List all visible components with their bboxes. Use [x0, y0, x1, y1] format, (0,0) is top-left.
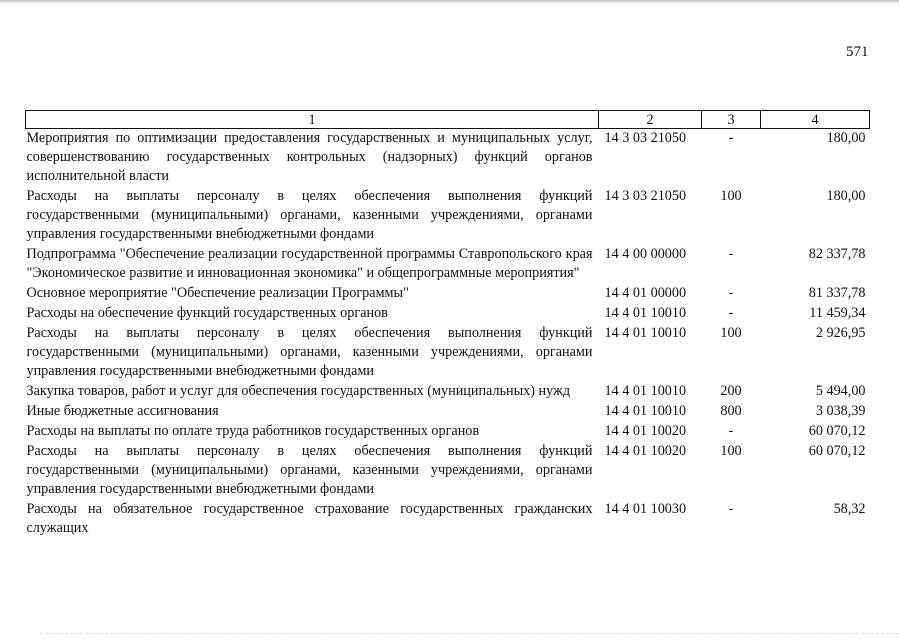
- row-type: 200: [720, 383, 742, 399]
- row-name: Расходы на обязательное государственное страхование государственных гражданских служащих: [26, 501, 593, 536]
- table-row: [26, 382, 870, 402]
- row-type: 100: [720, 443, 742, 459]
- row-name: Основное мероприятие "Обеспечение реализации Программы": [26, 285, 409, 301]
- row-amount: 5 494,00: [815, 383, 866, 399]
- row-amount: 180,00: [826, 130, 866, 146]
- row-name: Расходы на выплаты персоналу в целях обеспечения выполнения функций государственными (муниципальными) органами, казенными учреждениями, органами управления государственными внебюджетными фондами: [26, 443, 593, 497]
- column-header-3: 3: [702, 111, 761, 129]
- table-row: [26, 245, 870, 284]
- table-row: [26, 324, 870, 382]
- table-row: [26, 402, 870, 422]
- page-number: 571: [846, 44, 869, 60]
- row-name: Расходы на выплаты персоналу в целях обеспечения выполнения функций государственными (муниципальными) органами, казенными учреждениями, органами управления государственными внебюджетными фондами: [26, 325, 593, 379]
- table-row: [26, 284, 870, 304]
- table-row: [26, 422, 870, 442]
- row-code: 14 4 01 10020: [604, 423, 687, 439]
- row-code: 14 4 01 10010: [604, 403, 687, 419]
- row-amount: 60 070,12: [808, 423, 866, 439]
- row-type: 100: [720, 325, 742, 341]
- row-amount: 3 038,39: [815, 403, 866, 419]
- row-type: 800: [720, 403, 742, 419]
- row-amount: 58,32: [833, 501, 866, 517]
- row-code: 14 4 01 10010: [604, 305, 687, 321]
- table-row: [26, 187, 870, 245]
- column-header-4: 4: [761, 111, 870, 129]
- row-amount: 81 337,78: [808, 285, 866, 301]
- row-name: Иные бюджетные ассигнования: [26, 403, 219, 419]
- row-amount: 11 459,34: [809, 305, 866, 321]
- row-name: Подпрограмма "Обеспечение реализации государственной программы Ставропольского края "Экономическое развитие и инновационная экономика" и общепрограммные мероприятия": [26, 246, 593, 281]
- table-row: [26, 500, 870, 539]
- scan-bottom-edge: [40, 633, 899, 637]
- table-header-row: [26, 111, 870, 129]
- row-name: Расходы на выплаты персоналу в целях обеспечения выполнения функций государственными (муниципальными) органами, казенными учреждениями, органами управления государственными внебюджетными фондами: [26, 188, 593, 242]
- row-code: 14 3 03 21050: [604, 188, 687, 204]
- row-type: -: [728, 305, 734, 321]
- row-amount: 60 070,12: [808, 443, 866, 459]
- table-row: [26, 442, 870, 500]
- row-type: -: [728, 501, 734, 517]
- row-name: Расходы на выплаты по оплате труда работников государственных органов: [26, 423, 480, 439]
- row-code: 14 4 01 00000: [604, 285, 687, 301]
- table-row: [26, 304, 870, 324]
- row-code: 14 4 01 10030: [604, 501, 687, 517]
- row-code: 14 4 01 10020: [604, 443, 687, 459]
- column-header-1: 1: [26, 111, 599, 129]
- column-header-2: 2: [599, 111, 702, 129]
- row-amount: 2 926,95: [815, 325, 866, 341]
- row-code: 14 3 03 21050: [604, 130, 687, 146]
- row-type: -: [728, 423, 734, 439]
- row-amount: 180,00: [826, 188, 866, 204]
- scan-top-edge: [0, 0, 899, 4]
- row-name: Расходы на обеспечение функций государственных органов: [26, 305, 388, 321]
- row-type: -: [728, 246, 734, 262]
- row-type: -: [728, 130, 734, 146]
- row-name: Мероприятия по оптимизации предоставления государственных и муниципальных услуг, совершенствованию государственных контрольных (надзорных) функций органов исполнительной власти: [26, 130, 593, 184]
- row-code: 14 4 00 00000: [604, 246, 687, 262]
- budget-table: [25, 110, 870, 539]
- row-type: 100: [720, 188, 742, 204]
- row-code: 14 4 01 10010: [604, 325, 687, 341]
- row-type: -: [728, 285, 734, 301]
- row-code: 14 4 01 10010: [604, 383, 687, 399]
- row-amount: 82 337,78: [808, 246, 866, 262]
- row-name: Закупка товаров, работ и услуг для обеспечения государственных (муниципальных) нужд: [26, 383, 571, 399]
- table-row: [26, 129, 870, 188]
